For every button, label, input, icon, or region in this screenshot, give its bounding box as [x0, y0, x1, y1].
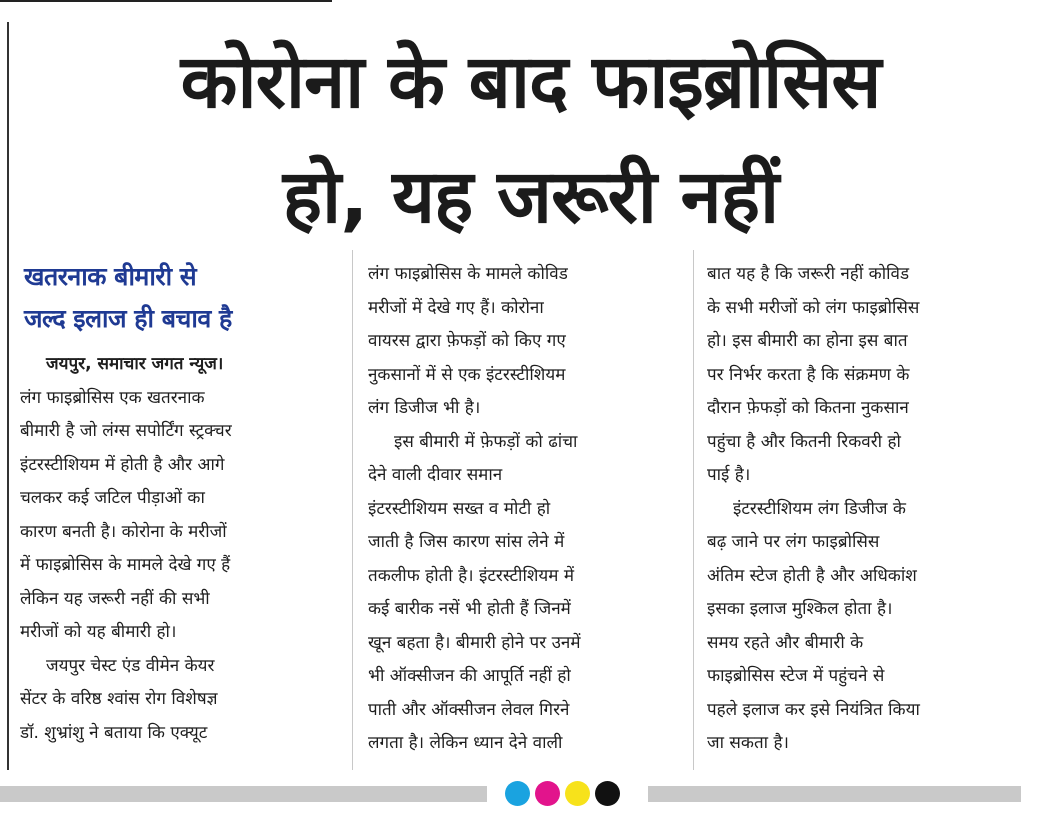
bottom-grey-bar [648, 786, 1021, 802]
text-line: डॉ. शुभ्रांशु ने बताया कि एक्यूट [20, 722, 208, 743]
text-line: बात यह है कि जरूरी नहीं कोविड [707, 264, 910, 284]
left-column-rule [7, 22, 9, 770]
cyan-registration-dot [505, 781, 530, 806]
text-line: खून बहता है। बीमारी होने पर उनमें [368, 632, 581, 653]
article-column-2 [368, 258, 680, 761]
text-line: लंग फाइब्रोसिस के मामले कोविड [368, 264, 568, 284]
text-line: इंटरस्टीशियम लंग डिजीज के [733, 498, 906, 519]
text-line: चलकर कई जटिल पीड़ाओं का [20, 488, 205, 508]
text-line: मरीजों में देखे गए हैं। कोरोना [368, 297, 544, 318]
text-line: जा सकता है। [707, 733, 789, 753]
text-line: लंग फाइब्रोसिस एक खतरनाक [20, 387, 205, 408]
text-line: नुकसानों में से एक इंटरस्टीशियम [368, 364, 566, 385]
text-line: पहुंचा है और कितनी रिकवरी हो [707, 431, 901, 452]
text-line: वायरस द्वारा फ़ेफड़ों को किए गए [368, 331, 566, 351]
headline-line-1: कोरोना के बाद फाइब्रोसिस [180, 39, 881, 125]
text-line: पर निर्भर करता है कि संक्रमण के [707, 364, 910, 385]
text-line: समय रहते और बीमारी के [707, 632, 864, 653]
text-line: बढ़ जाने पर लंग फाइब्रोसिस [707, 532, 880, 552]
text-line: जाती है जिस कारण सांस लेने में [368, 532, 565, 552]
text-line: इंटरस्टीशियम सख्त व मोटी हो [368, 498, 551, 519]
top-rule [0, 0, 332, 2]
article-column-3 [707, 258, 1023, 761]
column-divider [352, 250, 353, 770]
text-line: पाई है। [707, 465, 751, 485]
text-line: फाइब्रोसिस स्टेज में पहुंचने से [707, 666, 885, 686]
text-line: कारण बनती है। कोरोना के मरीजों [20, 521, 227, 542]
dateline: जयपुर, समाचार जगत न्यूज। [46, 354, 224, 374]
text-line: के सभी मरीजों को लंग फाइब्रोसिस [707, 297, 920, 318]
text-line: लेकिन यह जरूरी नहीं की सभी [20, 588, 210, 609]
text-line: में फाइब्रोसिस के मामले देखे गए हैं [20, 555, 231, 575]
text-line: जयपुर चेस्ट एंड वीमेन केयर [46, 655, 215, 676]
text-line: बीमारी है जो लंग्स सपोर्टिंग स्ट्रक्चर [20, 421, 232, 441]
text-line: इंटरस्टीशियम में होती है और आगे [20, 454, 225, 475]
text-line: लगता है। लेकिन ध्यान देने वाली [368, 733, 563, 753]
column-divider [693, 250, 694, 770]
text-line: अंतिम स्टेज होती है और अधिकांश [707, 565, 917, 586]
text-line: लंग डिजीज भी है। [368, 398, 481, 418]
text-line: देने वाली दीवार समान [368, 465, 503, 485]
black-registration-dot [595, 781, 620, 806]
text-line: कई बारीक नसें भी होती हैं जिनमें [368, 599, 571, 619]
text-line: भी ऑक्सीजन की आपूर्ति नहीं हो [368, 666, 571, 686]
subheading-line-2: जल्द इलाज ही बचाव है [24, 304, 232, 333]
text-line: दौरान फ़ेफड़ों को कितना नुकसान [707, 398, 909, 418]
headline-line-2: हो, यह जरूरी नहीं [282, 154, 779, 240]
magenta-registration-dot [535, 781, 560, 806]
text-line: पहले इलाज कर इसे नियंत्रित किया [707, 699, 920, 720]
text-line: इस बीमारी में फ़ेफड़ों को ढांचा [394, 431, 578, 452]
yellow-registration-dot [565, 781, 590, 806]
text-line: हो। इस बीमारी का होना इस बात [707, 331, 908, 351]
bottom-grey-bar [0, 786, 487, 802]
text-line: पाती और ऑक्सीजन लेवल गिरने [368, 699, 570, 720]
text-line: इसका इलाज मुश्किल होता है। [707, 599, 893, 619]
text-line: तकलीफ होती है। इंटरस्टीशियम में [368, 565, 574, 586]
subheading-line-1: खतरनाक बीमारी से [24, 262, 197, 291]
text-line: मरीजों को यह बीमारी हो। [20, 622, 177, 642]
article-column-1 [20, 348, 338, 750]
text-line: सेंटर के वरिष्ठ श्वांस रोग विशेषज्ञ [20, 689, 218, 709]
